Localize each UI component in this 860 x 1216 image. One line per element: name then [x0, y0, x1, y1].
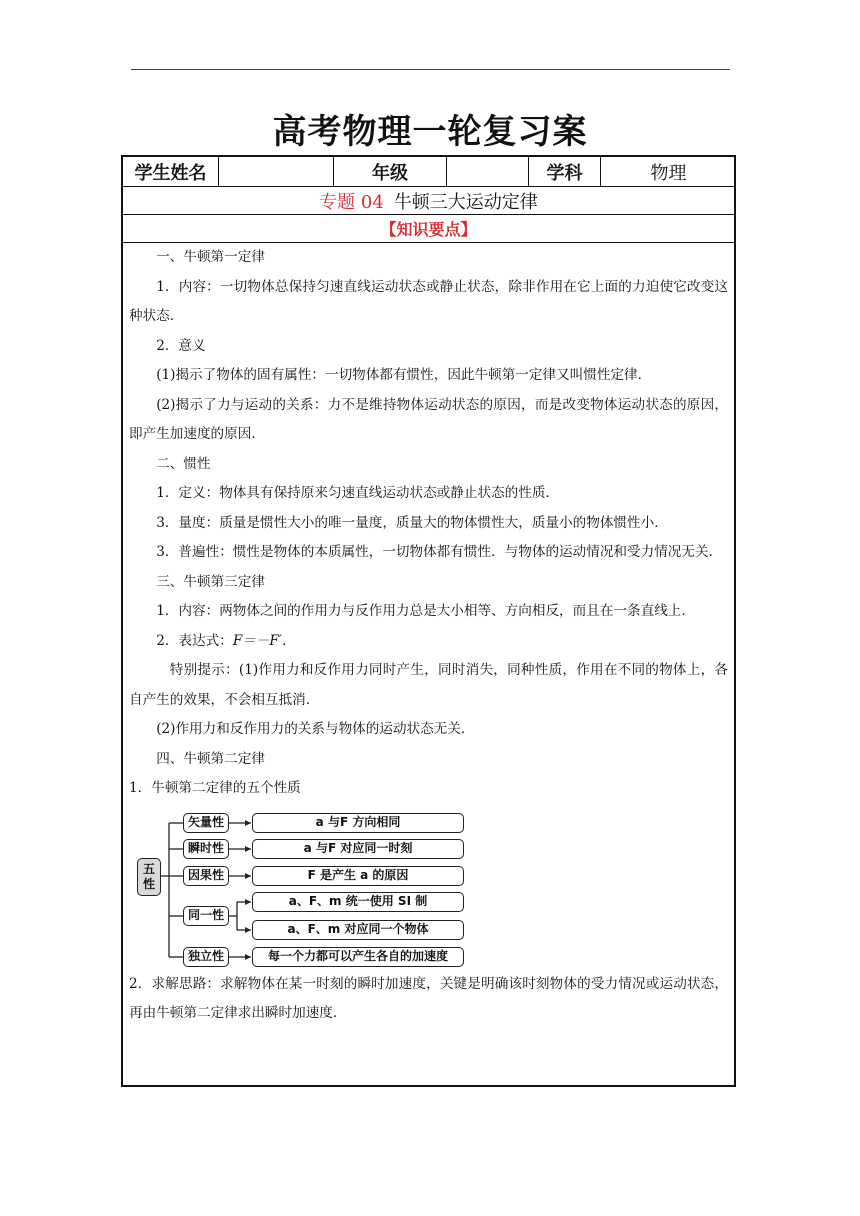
independence-item: 每一个力都可以产生各自的加速度 — [252, 947, 464, 967]
page-title: 高考物理一轮复习案 — [272, 112, 588, 152]
identity-item-2: a、F、m 对应同一个物体 — [252, 920, 464, 940]
branch-causal: 因果性 — [183, 866, 229, 886]
diagram-root — [137, 858, 161, 896]
causal-item: F 是产生 a 的原因 — [252, 866, 464, 886]
meaning-item-2: (2)揭示了力与运动的关系：力不是维持物体运动状态的原因，而是改变物体运动状态的原因，即产生加速度的原因． — [129, 396, 728, 442]
topic-name: 牛顿三大运动定律 — [393, 191, 538, 213]
subject-value: 物理 — [650, 162, 687, 184]
second-law-solving-approach: 2．求解思路：求解物体在某一时刻的瞬时加速度，关键是明确该时刻物体的受力情况或运动状态，再由牛顿第二定律求出瞬时加速度． — [129, 975, 728, 1021]
heading-first-law: 一、牛顿第一定律 — [156, 249, 265, 265]
student-name-label: 学生姓名 — [123, 157, 219, 186]
first-law-content: 1．内容：一切物体总保持匀速直线运动状态或静止状态，除非作用在它上面的力迫使它改变这种状态． — [129, 278, 728, 324]
special-note-2: (2)作用力和反作用力的关系与物体的运动状态无关． — [156, 721, 475, 737]
topic-tag: 专题 04 — [319, 191, 384, 213]
vector-item: a 与F 方向相同 — [252, 813, 464, 833]
branch-independence: 独立性 — [183, 947, 229, 967]
student-name-field — [219, 157, 334, 186]
info-row — [123, 157, 734, 187]
topic-row — [123, 187, 734, 215]
branch-instantaneous: 瞬时性 — [183, 839, 229, 859]
section-heading: 【知识要点】 — [380, 220, 477, 239]
heading-third-law: 三、牛顿第三定律 — [156, 573, 265, 590]
branch-identity: 同一性 — [183, 906, 229, 926]
identity-item-1: a、F、m 统一使用 SI 制 — [252, 892, 464, 912]
inertia-measure: 3．量度：质量是惯性大小的唯一量度，质量大的物体惯性大，质量小的物体惯性小． — [156, 514, 668, 531]
root-char-1: 五 — [142, 861, 155, 876]
five-properties-diagram — [133, 808, 473, 968]
third-law-expression — [129, 627, 728, 657]
instantaneous-item: a 与F 对应同一时刻 — [252, 839, 464, 859]
expression-formula: F＝－F′． — [232, 632, 296, 649]
root-char-2: 性 — [142, 876, 155, 891]
worksheet-table — [121, 155, 736, 1087]
top-rule — [131, 69, 730, 70]
content-body — [123, 243, 734, 1029]
inertia-universality: 3．普遍性：惯性是物体的本质属性，一切物体都有惯性．与物体的运动情况和受力情况无关． — [156, 544, 723, 560]
meaning-item-1: (1)揭示了物体的固有属性：一切物体都有惯性，因此牛顿第一定律又叫惯性定律． — [156, 367, 652, 383]
heading-second-law: 四、牛顿第二定律 — [156, 750, 265, 767]
second-law-properties-title: 1．牛顿第二定律的五个性质 — [129, 780, 301, 796]
first-law-meaning: 2．意义 — [156, 337, 206, 354]
third-law-content: 1．内容：两物体之间的作用力与反作用力总是大小相等、方向相反，而且在一条直线上． — [156, 603, 695, 619]
branch-vector: 矢量性 — [183, 813, 229, 833]
section-row — [123, 215, 734, 243]
heading-inertia: 二、惯性 — [156, 455, 211, 472]
grade-label: 年级 — [334, 157, 447, 186]
expression-label: 2．表达式： — [156, 632, 233, 649]
subject-label: 学科 — [529, 157, 601, 186]
inertia-definition: 1．定义：物体具有保持原来匀速直线运动状态或静止状态的性质． — [156, 485, 560, 501]
grade-field — [447, 157, 529, 186]
special-note: 特别提示：(1)作用力和反作用力同时产生，同时消失，同种性质，作用在不同的物体上，各自产生的效果，不会相互抵消． — [129, 662, 728, 708]
